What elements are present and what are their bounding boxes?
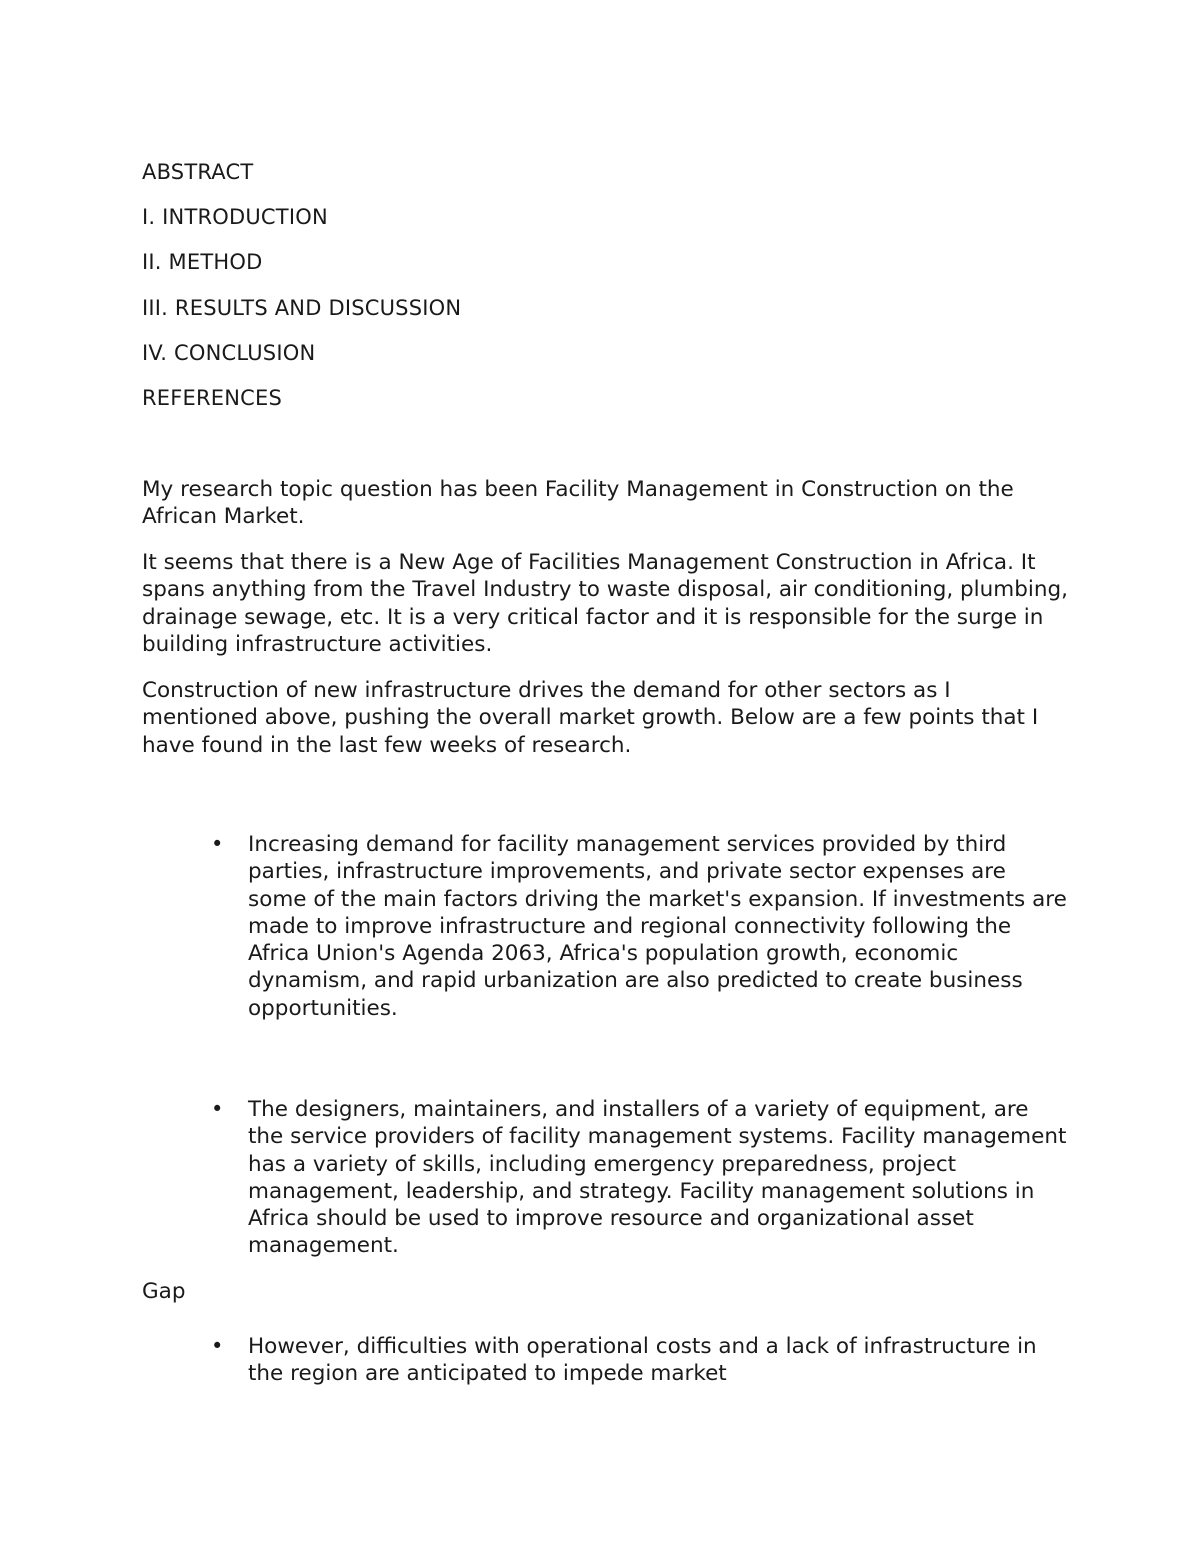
outline-item-conclusion: IV. CONCLUSION — [142, 340, 316, 365]
bullet-icon: • — [211, 1097, 224, 1121]
outline-item-introduction: I. INTRODUCTION — [142, 205, 328, 230]
gap-heading: Gap — [142, 1279, 186, 1304]
list-item-text: However, difficulties with operational costs and a lack of infrastructure in the region are anticipated to impede market — [248, 1334, 1037, 1387]
outline-item-results: III. RESULTS AND DISCUSSION — [142, 295, 462, 320]
paragraph-construction-demand: Construction of new infrastructure drives the demand for other sectors as I mentioned above, pushing the overall market growth. Below are a few points that I have found in the last few weeks of research. — [142, 678, 1039, 758]
paragraph-new-age: It seems that there is a New Age of Facilities Management Construction in Africa. It spans anything from the Travel Industry to waste disposal, air conditioning, plumbing, drainage sewage, etc. It is a very critical factor and it is responsible for the surge in building infrastructure activities. — [142, 550, 1068, 657]
paragraph-research-topic: My research topic question has been Facility Management in Construction on the African Market. — [142, 477, 1014, 530]
list-item-text: The designers, maintainers, and installers of a variety of equipment, are the service providers of facility management systems. Facility management has a variety of skills, including emergency preparedness, project management, leadership, and strategy. Facility management solutions in Africa should be used to improve resource and organizational asset management. — [248, 1097, 1067, 1259]
document-page — [142, 0, 1072, 1553]
outline-item-method: II. METHOD — [142, 250, 263, 275]
list-item-text: Increasing demand for facility management services provided by third parties, infrastructure improvements, and private sector expenses are some of the main factors driving the market's expansion. If investments are made to improve infrastructure and regional connectivity following the Africa Union's Agenda 2063, Africa's population growth, economic dynamism, and rapid urbanization are also predicted to create business opportunities. — [248, 832, 1067, 1021]
bullet-icon: • — [211, 1334, 224, 1358]
outline-item-abstract: ABSTRACT — [142, 160, 254, 184]
section-outline — [142, 160, 461, 431]
bullet-icon: • — [211, 832, 224, 856]
outline-item-references: REFERENCES — [142, 385, 283, 410]
